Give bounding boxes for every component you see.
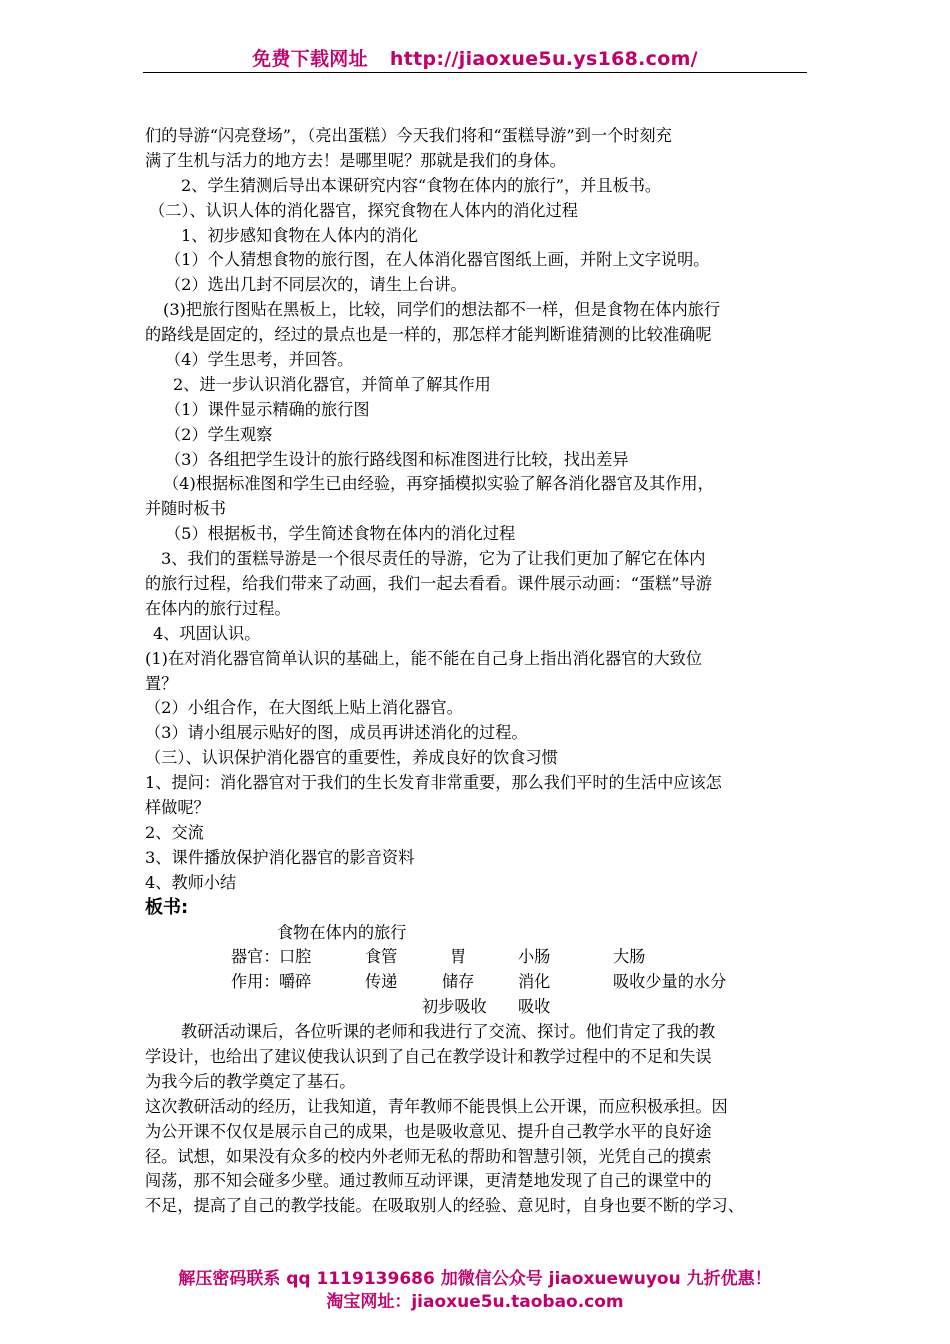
text-line: 3、我们的蛋糕导游是一个很尽责任的导游，它为了让我们更加了解它在体内	[161, 549, 706, 569]
board-functions-label: 作用：	[231, 972, 280, 992]
text-line: 样做呢？	[145, 798, 210, 818]
text-line: （3）各组把学生设计的旅行路线图和标准图进行比较，找出差异	[165, 449, 629, 469]
board-extra: 初步吸收	[422, 997, 487, 1017]
text-line: 置？	[145, 673, 178, 693]
board-functions-row	[145, 970, 815, 995]
board-function: 传递	[365, 972, 398, 992]
board-organ: 口腔	[279, 947, 312, 967]
text-line: 1、初步感知食物在人体内的消化	[181, 225, 418, 245]
board-organs-row	[145, 945, 815, 970]
text-line: 4、教师小结	[145, 872, 237, 892]
text-line: （二）、认识人体的消化器官，探究食物在人体内的消化过程	[149, 200, 578, 220]
text-line: 3、课件播放保护消化器官的影音资料	[145, 847, 415, 867]
text-line: (1)在对消化器官简单认识的基础上，能不能在自己身上指出消化器官的大致位	[145, 648, 703, 668]
text-line: 4、巩固认识。	[153, 623, 261, 643]
header-banner	[0, 44, 950, 71]
board-function: 吸收少量的水分	[613, 972, 727, 992]
board-function: 嚼碎	[279, 972, 312, 992]
text-line: （2）小组合作，在大图纸上贴上消化器官。	[145, 698, 463, 718]
board-extra-row	[145, 995, 815, 1020]
header-url-link[interactable]: http://jiaoxue5u.ys168.com/	[389, 48, 698, 70]
text-line: 的路线是固定的，经过的景点也是一样的，那怎样才能判断谁猜测的比较准确呢	[145, 325, 712, 345]
text-line: (3)把旅行图贴在黑板上，比较，同学们的想法都不一样，但是食物在体内旅行	[163, 300, 721, 320]
text-line: （1）个人猜想食物的旅行图，在人体消化器官图纸上画，并附上文字说明。	[165, 250, 710, 270]
text-line: 2、进一步认识消化器官，并简单了解其作用	[173, 374, 491, 394]
board-organ: 胃	[450, 947, 467, 967]
text-line: （3）请小组展示贴好的图，成员再讲述消化的过程。	[145, 723, 528, 743]
text-line: 为公开课不仅仅是展示自己的成果，也是吸收意见、提升自己教学水平的良好途	[145, 1121, 712, 1141]
text-line: 2、学生猜测后导出本课研究内容“食物在体内的旅行”，并且板书。	[181, 175, 662, 195]
board-organ: 小肠	[518, 947, 551, 967]
text-line: 们的导游“闪亮登场”，（亮出蛋糕）今天我们将和“蛋糕导游”到一个时刻充	[145, 126, 672, 145]
text-line: 在体内的旅行过程。	[145, 598, 291, 618]
text-line: （4）学生思考，并回答。	[165, 350, 354, 370]
header-divider	[143, 72, 807, 73]
text-line: 并随时板书	[145, 499, 226, 519]
text-line: 学设计，也给出了建议使我认识到了自己在教学设计和教学过程中的不足和失误	[145, 1046, 712, 1066]
board-function: 消化	[518, 972, 551, 992]
text-line: （4)根据标准图和学生已由经验，再穿插模拟实验了解各消化器官及其作用，	[163, 474, 714, 494]
text-line: 径。试想，如果没有众多的校内外老师无私的帮助和智慧引领，光凭自己的摸索	[145, 1146, 712, 1166]
teaching-reflection	[145, 1020, 815, 1219]
text-line: 的旅行过程，给我们带来了动画，我们一起去看看。课件展示动画：“蛋糕”导游	[145, 574, 712, 594]
text-line: 为我今后的教学奠定了基石。	[145, 1071, 356, 1091]
footer-taobao-link[interactable]: 淘宝网址：jiaoxue5u.taobao.com	[326, 1292, 624, 1312]
text-line: 1、提问：消化器官对于我们的生长发育非常重要，那么我们平时的生活中应该怎	[145, 773, 722, 793]
board-extra: 吸收	[518, 997, 551, 1017]
document-body	[145, 124, 815, 1219]
board-heading: 板书:	[145, 896, 189, 918]
text-line: （5）根据板书，学生简述食物在体内的消化过程	[165, 524, 516, 544]
board-organs-label: 器官：	[231, 947, 280, 967]
text-line: 不足，提高了自己的教学技能。在吸取别人的经验、意见时，自身也要不断的学习、	[145, 1196, 744, 1216]
text-line: 闯荡，那不知会碰多少壁。通过教师互动评课，更清楚地发现了自己的课堂中的	[145, 1171, 712, 1191]
header-label: 免费下载网址	[252, 48, 368, 70]
text-line: 教研活动课后，各位听课的老师和我进行了交流、探讨。他们肯定了我的教	[181, 1022, 716, 1042]
text-line: （1）课件显示精确的旅行图	[165, 399, 370, 419]
text-line: （2）学生观察	[165, 424, 273, 444]
lesson-steps	[145, 124, 815, 896]
text-line: （三）、认识保护消化器官的重要性，养成良好的饮食习惯	[145, 748, 558, 768]
text-line: （2）选出几封不同层次的，请生上台讲。	[165, 275, 467, 295]
board-function: 储存	[442, 972, 475, 992]
footer-contact: 解压密码联系 qq 1119139686 加微信公众号 jiaoxuewuyou 九折优惠！	[178, 1269, 772, 1289]
board-title: 食物在体内的旅行	[277, 922, 407, 942]
text-line: 这次教研活动的经历，让我知道，青年教师不能畏惧上公开课，而应积极承担。因	[145, 1096, 728, 1116]
board-organ: 食管	[365, 947, 398, 967]
text-line: 2、交流	[145, 822, 204, 842]
text-line: 满了生机与活力的地方去！是哪里呢？那就是我们的身体。	[145, 150, 566, 170]
board-title-row	[145, 921, 815, 946]
board-organ: 大肠	[613, 947, 646, 967]
